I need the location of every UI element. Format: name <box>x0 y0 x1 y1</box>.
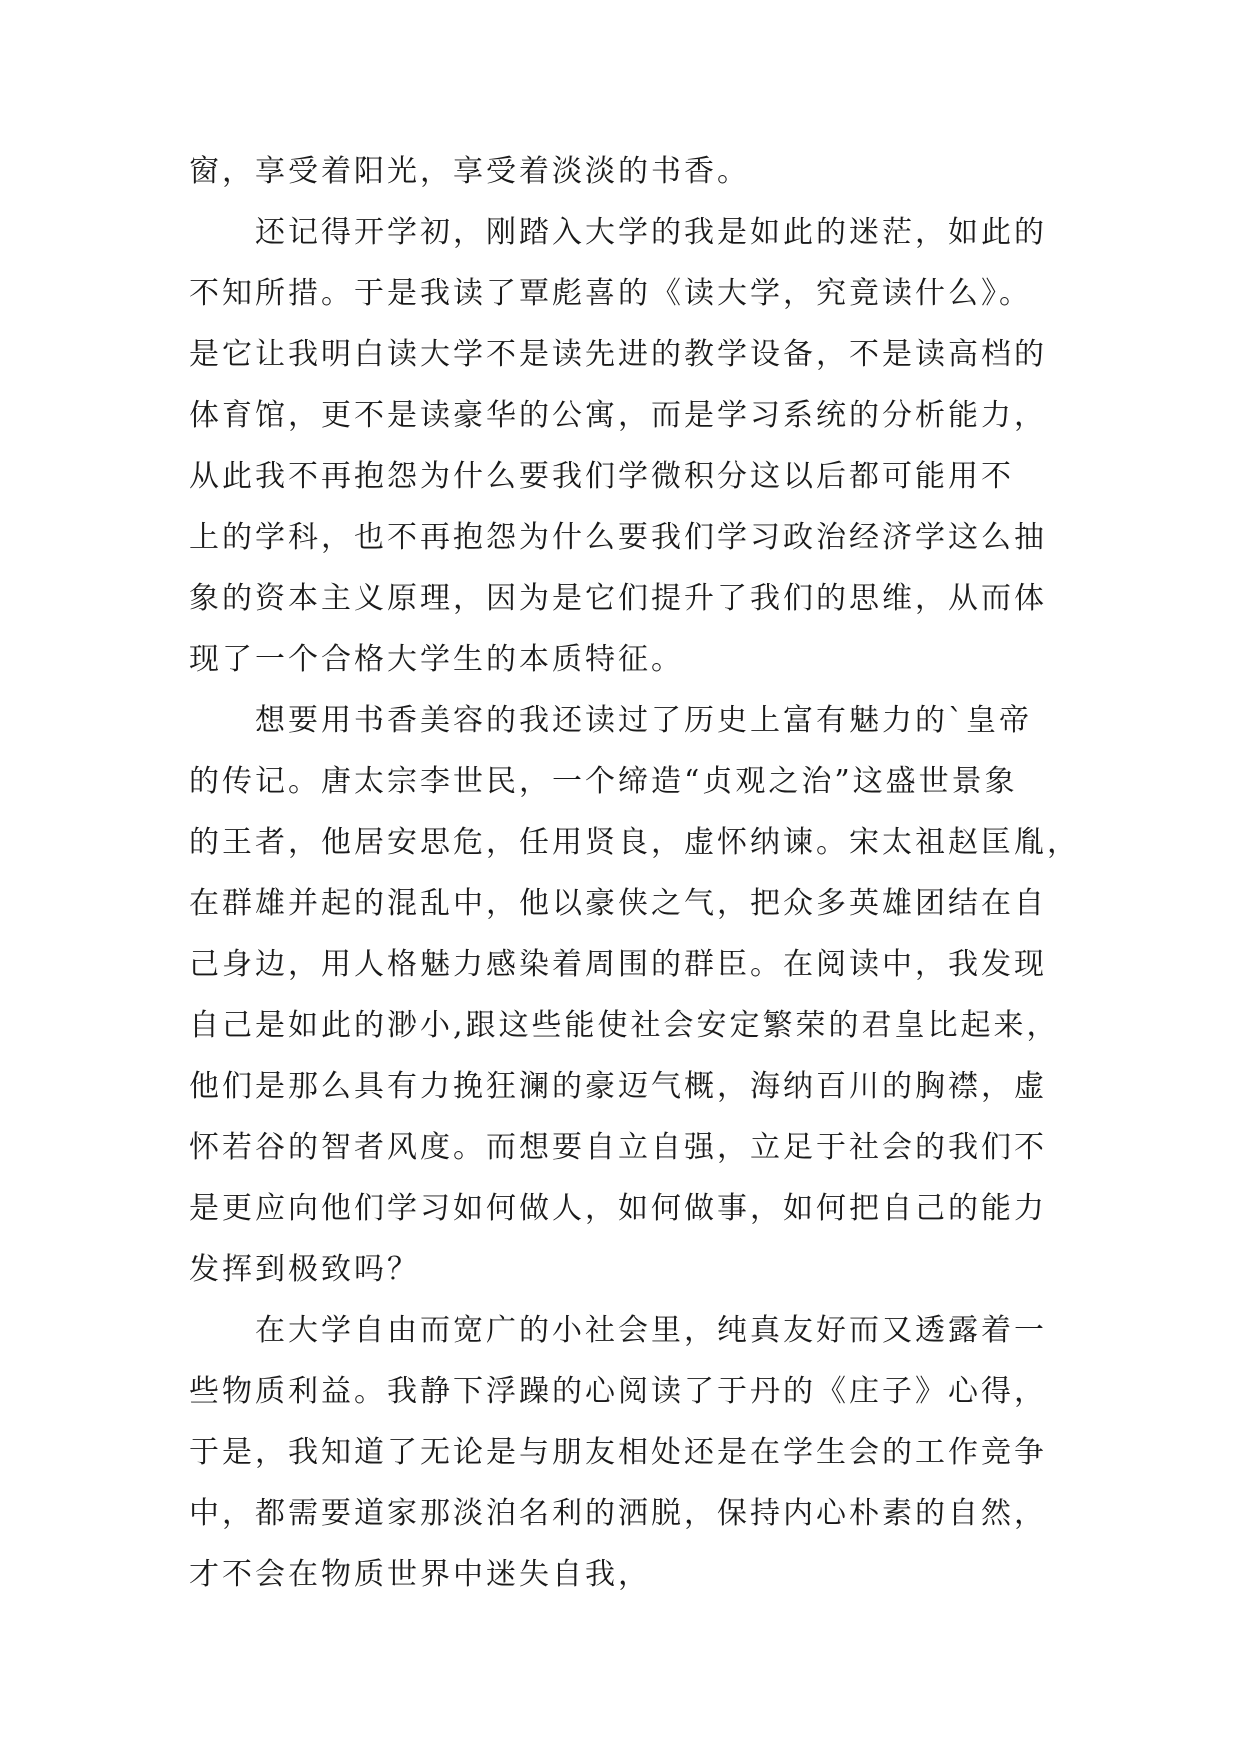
text-line: 己身边，用人格魅力感染着周围的群臣。在阅读中，我发现 <box>189 947 1047 982</box>
text-line: 是更应向他们学习如何做人，如何做事，如何把自己的能力 <box>189 1191 1047 1226</box>
text-line: 窗，享受着阳光，享受着淡淡的书香。 <box>189 154 750 189</box>
text-line: 现了一个合格大学生的本质特征。 <box>189 642 684 677</box>
text-line: 上的学科，也不再抱怨为什么要我们学习政治经济学这么抽 <box>189 520 1047 555</box>
text-line: 在大学自由而宽广的小社会里，纯真友好而又透露着一 <box>189 1313 1047 1348</box>
text-line: 是它让我明白读大学不是读先进的教学设备，不是读高档的 <box>189 337 1047 372</box>
text-line: 中，都需要道家那淡泊名利的洒脱，保持内心朴素的自然， <box>189 1496 1047 1531</box>
text-line: 象的资本主义原理，因为是它们提升了我们的思维，从而体 <box>189 581 1047 616</box>
text-line: 才不会在物质世界中迷失自我， <box>189 1557 651 1592</box>
text-line: 还记得开学初，刚踏入大学的我是如此的迷茫，如此的 <box>189 215 1047 250</box>
text-line: 怀若谷的智者风度。而想要自立自强，立足于社会的我们不 <box>189 1130 1047 1165</box>
text-line: 些物质利益。我静下浮躁的心阅读了于丹的《庄子》心得， <box>189 1374 1047 1409</box>
text-line: 发挥到极致吗？ <box>189 1252 420 1287</box>
text-line: 不知所措。于是我读了覃彪喜的《读大学，究竟读什么》。 <box>189 276 1032 311</box>
text-line: 的传记。唐太宗李世民，一个缔造“贞观之治”这盛世景象 <box>189 764 1018 799</box>
text-line: 想要用书香美容的我还读过了历史上富有魅力的`皇帝 <box>189 703 1032 738</box>
text-line: 体育馆，更不是读豪华的公寓，而是学习系统的分析能力， <box>189 398 1047 433</box>
text-line: 他们是那么具有力挽狂澜的豪迈气概，海纳百川的胸襟，虚 <box>189 1069 1047 1104</box>
text-line: 于是，我知道了无论是与朋友相处还是在学生会的工作竞争 <box>189 1435 1047 1470</box>
text-line: 从此我不再抱怨为什么要我们学微积分这以后都可能用不 <box>189 459 1014 494</box>
text-line: 在群雄并起的混乱中，他以豪侠之气，把众多英雄团结在自 <box>189 886 1047 921</box>
text-line: 自己是如此的渺小,跟这些能使社会安定繁荣的君皇比起来， <box>189 1008 1060 1043</box>
text-line: 的王者，他居安思危，任用贤良，虚怀纳谏。宋太祖赵匡胤， <box>189 825 1080 860</box>
